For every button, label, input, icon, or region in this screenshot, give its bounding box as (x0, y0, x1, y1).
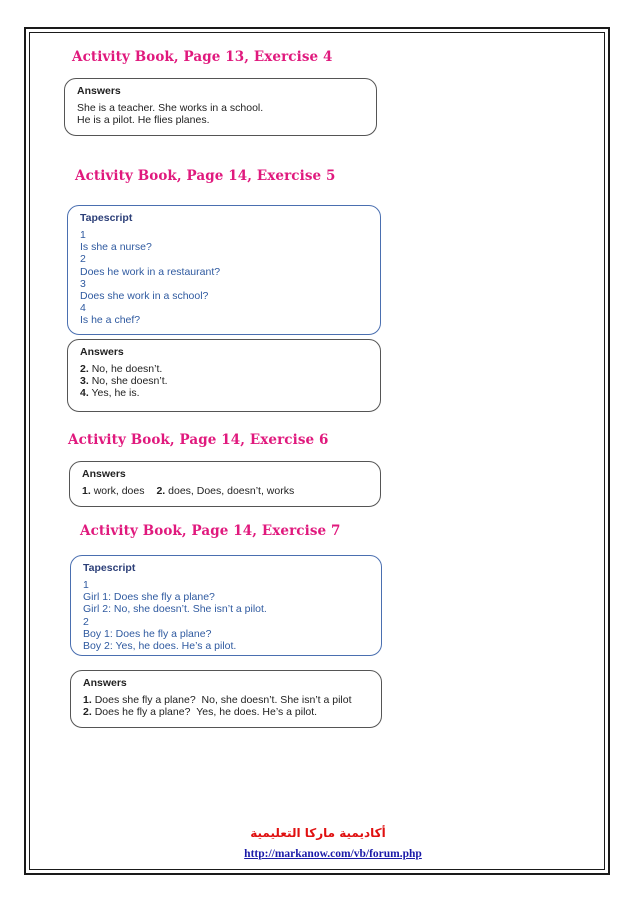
tapescript-line: Boy 2: Yes, he does. He’s a pilot. (83, 640, 237, 653)
answer-line (80, 363, 370, 375)
answer-number: 2. (83, 706, 92, 719)
answer-number: 2. (80, 363, 89, 375)
answer-number: 1. (83, 694, 92, 706)
section-heading: Activity Book, Page 14, Exercise 6 (68, 432, 329, 448)
answers-box (64, 78, 377, 136)
answer-line (80, 387, 370, 399)
answer-text: No, she doesn’t. She isn’t a pilot (201, 694, 352, 706)
answer-line (80, 375, 370, 387)
answer-line: He is a pilot. He flies planes. (77, 114, 210, 127)
answers-title: Answers (82, 468, 126, 480)
answer-question: Does she fly a plane? (94, 694, 196, 706)
answer-text: Yes, he is. (91, 387, 140, 400)
tapescript-line: 3 (80, 277, 86, 290)
tapescript-line: 1 (83, 579, 89, 591)
answers-box (69, 461, 381, 507)
tapescript-line: Does she work in a school? (80, 290, 209, 303)
answer-text: does, Does, doesn’t, works (168, 485, 295, 497)
answer-text: work, does (93, 485, 145, 497)
answers-title: Answers (80, 346, 124, 358)
section-heading: Activity Book, Page 14, Exercise 5 (75, 168, 336, 184)
tapescript-line: Boy 1: Does he fly a plane? (83, 627, 212, 640)
answers-box (70, 670, 382, 728)
answers-title: Answers (83, 677, 127, 689)
answer-number: 3. (80, 375, 89, 388)
answers-title: Answers (77, 85, 121, 97)
tapescript-line: Is she a nurse? (80, 241, 152, 254)
answer-line (83, 694, 371, 706)
section-heading: Activity Book, Page 14, Exercise 7 (80, 523, 341, 539)
answer-line (82, 485, 370, 497)
answer-line: She is a teacher. She works in a school. (77, 102, 264, 114)
answer-line (83, 706, 371, 718)
tapescript-line: Does he work in a restaurant? (80, 265, 221, 278)
tapescript-line: 4 (80, 302, 86, 315)
answer-question: Does he fly a plane? (94, 706, 191, 719)
answer-text: Yes, he does. He’s a pilot. (196, 706, 318, 719)
tapescript-line: 1 (80, 229, 86, 241)
tapescript-line: 2 (80, 253, 86, 266)
answer-text: No, he doesn’t. (91, 363, 163, 375)
tapescript-line: Is he a chef? (80, 314, 141, 327)
tapescript-line: 2 (83, 615, 89, 628)
tapescript-line: Girl 2: No, she doesn’t. She isn’t a pilot. (83, 603, 267, 616)
tapescript-title: Tapescript (83, 562, 136, 574)
page-border-inner (29, 32, 605, 870)
tapescript-title: Tapescript (80, 212, 133, 224)
tapescript-box (70, 555, 382, 656)
footer-arabic-title: أكاديمية ماركا التعليمية (250, 826, 386, 840)
tapescript-box (67, 205, 381, 335)
footer-link[interactable]: http://markanow.com/vb/forum.php (244, 848, 422, 860)
answer-number: 1. (82, 485, 91, 497)
answer-number: 4. (80, 387, 89, 400)
tapescript-line: Girl 1: Does she fly a plane? (83, 591, 215, 604)
section-heading: Activity Book, Page 13, Exercise 4 (72, 49, 333, 65)
answer-text: No, she doesn’t. (91, 375, 168, 388)
answer-number: 2. (156, 485, 166, 497)
answers-box (67, 339, 381, 412)
